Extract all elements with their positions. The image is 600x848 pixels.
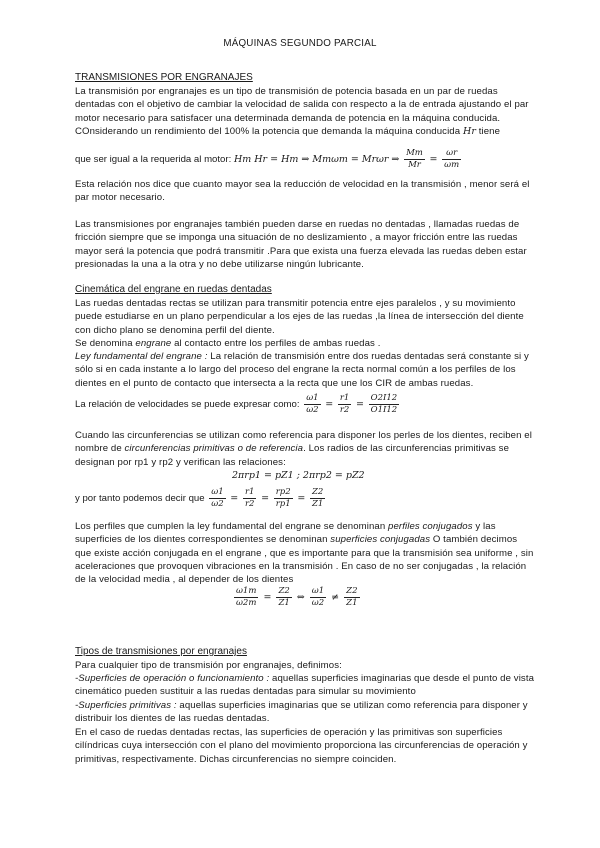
denominator: Z1 [346,598,358,608]
paragraph-circunferencias [75,429,535,469]
paragraph-tipos-intro: Para cualquier tipo de transmisión por engranajes, definimos: [75,660,342,671]
perf-ital: perfiles conjugados [388,521,473,532]
circ-pre: Cuando las circunferencias se utilizan como referencia para disponer los perles de los dientes, reciben el nombre de [75,430,532,455]
engrane-post: al contacto entre los perfiles de ambas ruedas . [171,338,381,349]
rel-lead-text: La relación de velocidades se puede expresar como: [75,399,300,411]
fraction-z2-z1-c [344,586,359,609]
fraction-wr-wm [442,148,461,171]
paragraph-perfiles-conjugados [75,520,535,586]
fraction-z2-z1 [310,487,325,510]
denominator: Z1 [311,499,324,509]
fraction-w1-w2-b [209,487,225,510]
denominator: Z1 [278,598,290,608]
perf-ital2: superficies conjugadas [330,534,431,546]
denominator: ω2 [311,598,325,608]
denominator: Mr [408,160,421,170]
numerator: ω1 [306,393,319,403]
section-heading-tipos: Tipos de transmisiones por engranajes [75,646,247,657]
fraction-r1-r2 [338,393,351,416]
paragraph-ruedas-rectas: Las ruedas dentadas rectas se utilizan para transmitir potencia entre ejes paralelos , y su movimiento puede estudiarse en un plano perpendicular a los ejes de las ruedas ,la línea de intersección del diente con dicho plano se denomina perfil del diente. [75,298,524,336]
paragraph-intro-end: tiene [478,125,501,137]
paragraph-friction: Las transmisiones por engranajes también pueden darse en ruedas no dentadas , llamadas ruedas de fricción siempre que se imponga una situación de no deslizamiento , a mayor fricción entre las ruedas mayor será la potencia que podrá transmitir .Para que exista una fuerza elevada las ruedas deben estar presionadas la una a la otra y no debe utilizarse ningún lubricante. [75,219,527,270]
paragraph-ley-fundamental [75,350,535,390]
fraction-w1-w2-c [310,586,326,609]
paragraph-def-operacion [75,672,535,699]
section-heading-transmisiones: TRANSMISIONES POR ENGRANAJES [75,72,253,83]
numerator: r1 [244,487,255,497]
fraction-mm-mr [404,148,425,171]
engrane-pre: Se denomina [75,338,136,349]
paragraph-intro-text: La transmisión por engranajes es un tipo de transmisión de potencia basada en un par de ruedas dentadas con el objetivo de cambiar la velocidad de salida con respecto a la de entrada ajustando el par motor necesario para satisfacer una determinada demanda de potencia en la máquina conducida. COnsiderando un rendimiento del 100% la potencia que demanda la máquina conducida [75,86,529,137]
fraction-o2i12-o1i12 [369,393,400,416]
paragraph-intro [75,85,535,138]
paragraph-def-primitivas [75,699,535,726]
iff-symbol: ⇔ [296,592,305,603]
numerator: Mm [406,148,423,158]
equation-motor: Hm Hr = Hm ⇒ Mmωm = Mrωr ⇒ [233,154,400,166]
ley-text: La relación de transmisión entre dos ruedas dentadas será constante si y sólo si en cada instante a lo largo del proceso del engrane la recta normal común a los perfiles de los dientes en el punto de contacto que intersecta a la recta que une los CIR de ambas ruedas. [75,351,529,389]
denominator: O1I12 [370,405,398,415]
numerator: rp2 [275,487,291,497]
fraction-w1m-w2m [234,586,258,609]
def2-text: aquellas superficies imaginarias que se utilizan como referencia para disponer y distribuir los dientes de las ruedas dentadas. [75,700,528,725]
motor-lead-text: que ser igual a la requerida al motor: [75,154,232,166]
numerator: Z2 [278,586,290,596]
equation-line-velocidades: La relación de velocidades se puede expresar como: $\frac{\omega 1}{\omega 2}$ = $\frac{r1}{r2}$ = $\frac{O2I12}{O1I12}$ [75,393,398,415]
numerator: O2I12 [370,393,398,403]
page-title: MÁQUINAS SEGUNDO PARCIAL [223,38,377,49]
equation-line-motor: que ser igual a la requerida al motor: Hm Hr = Hm ⇒ Mmωm = Mrωr ⇒ $\frac{Mm}{Mr}$ = $\frac{\omega r}{\omega m}$ [75,148,460,170]
circ-ital: circunferencias primitivas o de referencia [124,443,304,455]
equation-primitive-radii: 2πrp1 = pZ1 ; 2πrp2 = pZ2 [232,470,365,481]
denominator: r2 [339,405,350,415]
numerator: r1 [339,393,350,403]
denominator: ωm [444,160,460,170]
equation-line-portanto: y por tanto podemos decir que $\frac{\omega 1}{\omega 2}$ = $\frac{r1}{r2}$ = $\frac{rp2}{rp1}$ = $\frac{Z2}{Z1}$ [75,487,324,509]
fraction-rp2-rp1 [274,487,293,510]
paragraph-final: En el caso de ruedas dentadas rectas, las superficies de operación y las primitivas son superficies cilíndricas cuya intersección con el plano del movimiento proporciona las circunferencias de operación y primitivas, respectivamente. Dichas circunferencias no siempre coinciden. [75,727,528,765]
denominator: r2 [244,499,255,509]
numerator: ω1 [311,586,325,596]
section-heading-cinematica: Cinemática del engrane en ruedas dentadas [75,284,272,295]
var-hr: Hr [462,125,476,137]
def2-label: -Superficies primitivas : [75,700,177,711]
def1-label: -Superficies de operación o funcionamiento : [75,673,270,684]
denominator: rp1 [275,499,291,509]
numerator: ω1 [211,487,224,497]
perf-mid: y las superficies de los dientes correspondientes se denominan [75,521,496,546]
fraction-w1-w2 [304,393,320,416]
numerator: Z2 [311,487,324,497]
neq-symbol: ≠ [331,592,340,603]
equation-velocidad-media: $\frac{\omega 1m}{\omega 2m}$ = $\frac{Z2}{Z1}$ ⇔ $\frac{\omega 1}{\omega 2}$ ≠ $\frac{Z2}{Z1}$ [236,586,358,608]
denominator: ω2m [236,598,257,608]
numerator: ω1m [236,586,257,596]
denominator: ω2 [211,499,224,509]
ley-label: Ley fundamental del engrane : [75,351,208,362]
portanto-text: y por tanto podemos decir que [75,493,205,505]
def1-text: aquellas superficies imaginarias que desde el punto de vista cinemático pueden sustituir a las ruedas dentadas para simular su movimiento [75,673,535,698]
numerator: Z2 [346,586,358,596]
fraction-r1-r2-b [243,487,256,510]
paragraph-engrane [75,337,535,350]
fraction-z2-z1-b [276,586,291,609]
engrane-word: engrane [135,338,172,349]
perf-pre: Los perfiles que cumplen la ley fundamental del engrane se denominan [75,521,389,532]
perf-post: O también decimos que existe acción conjugada en el engrane , que es importante para que la transmisión sea uniforme , sin aceleraciones que provoquen vibraciones en la transmisión . En caso de no ser conjugadas , la relación de la velocidad media , al depender de los dientes [75,534,534,586]
numerator: ωr [442,148,461,160]
denominator: ω2 [306,405,319,415]
circ-post: . Los radios de las circunferencias primitivas se designan por rp1 y rp2 y verifican las relaciones: [75,443,510,468]
paragraph-reduction: Esta relación nos dice que cuanto mayor sea la reducción de velocidad en la transmisión , menor será el par motor necesario. [75,179,530,204]
